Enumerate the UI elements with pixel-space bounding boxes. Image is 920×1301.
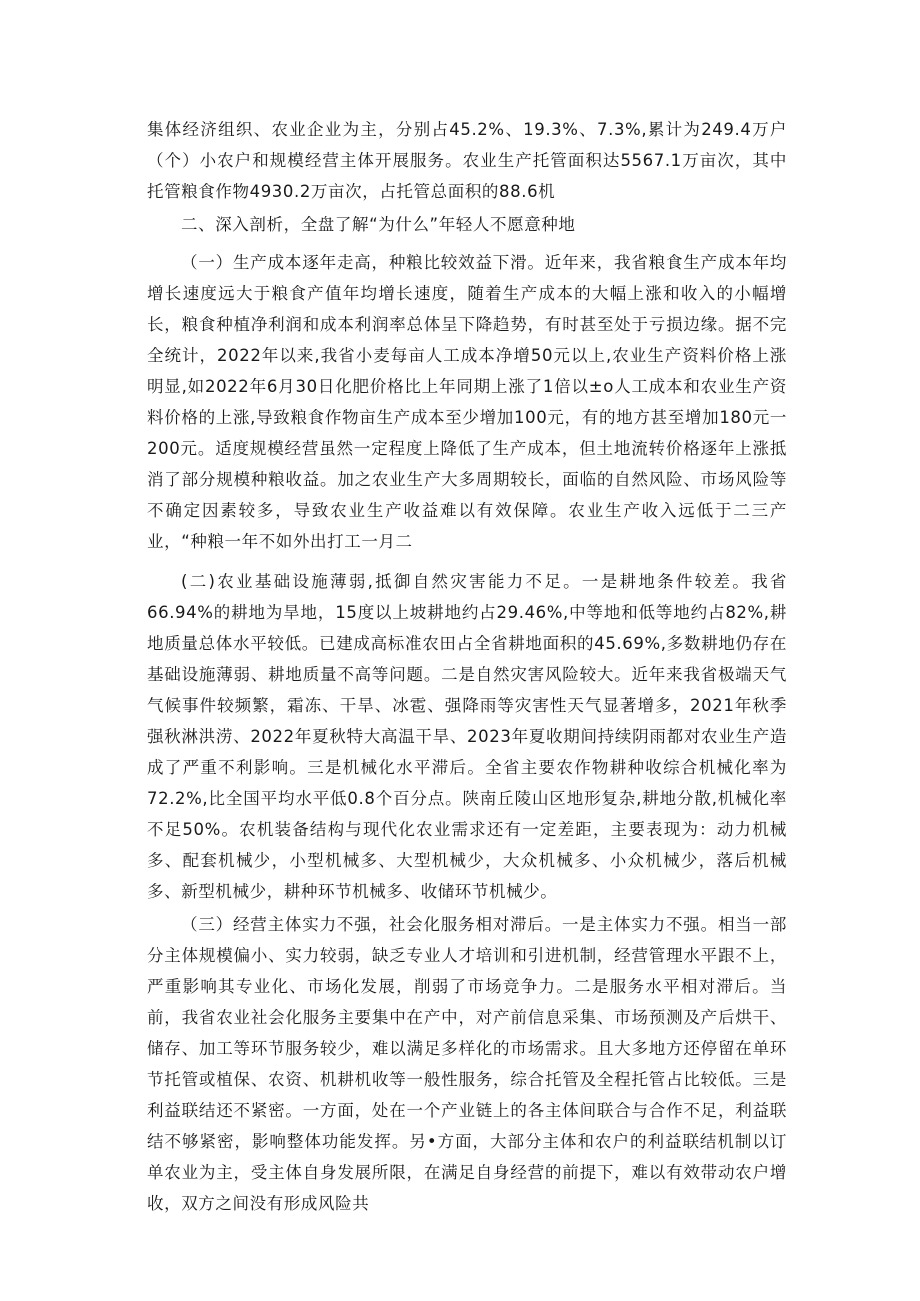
body-paragraph: 集体经济组织、农业企业为主，分别占45.2%、19.3%、7.3%,累计为249.4万户（个）小农户和规模经营主体开展服务。农业生产托管面积达5567.1万亩次，其中托管粮食作物4930.2万亩次，占托管总面积的88.6机	[147, 120, 787, 201]
body-paragraph: (二)农业基础设施薄弱,抵御自然灾害能力不足。一是耕地条件较差。我省66.94%的耕地为旱地，15度以上坡耕地约占29.46%,中等地和低等地约占82%,耕地质量总体水平较低。已建成高标准农田占全省耕地面积的45.69%,多数耕地仍存在基础设施薄弱、耕地质量不高等问题。二是自然灾害风险较大。近年来我省极端天气气候事件较频繁，霜冻、干旱、冰雹、强降雨等灾害性天气显著增多，2021年秋季强秋淋洪涝、2022年夏秋特大高温干旱、2023年夏收期间持续阴雨都对农业生产造成了严重不利影响。三是机械化水平滞后。全省主要农作物耕种收综合机械化率为72.2%,比全国平均水平低0.8个百分点。陕南丘陵山区地形复杂,耕地分散,机械化率不足50%。农机装备结构与现代化农业需求还有一定差距，主要表现为：动力机械多、配套机械少，小型机械多、大型机械少，大众机械多、小众机械少，落后机械多、新型机械少，耕种环节机械多、收储环节机械少。	[147, 572, 787, 901]
body-paragraph: （三）经营主体实力不强，社会化服务相对滞后。一是主体实力不强。相当一部分主体规模偏小、实力较弱，缺乏专业人才培训和引进机制，经营管理水平跟不上，严重影响其专业化、市场化发展，削弱了市场竞争力。二是服务水平相对滞后。当前，我省农业社会化服务主要集中在产中，对产前信息采集、市场预测及产后烘干、储存、加工等环节服务较少，难以满足多样化的市场需求。且大多地方还停留在单环节托管或植保、农资、机耕机收等一般性服务，综合托管及全程托管占比较低。三是利益联结还不紧密。一方面，处在一个产业链上的各主体间联合与合作不足，利益联结不够紧密，影响整体功能发挥。另•方面，大部分主体和农户的利益联结机制以订单农业为主，受主体自身发展所限，在满足自身经营的前提下，难以有效带动农户增收，双方之间没有形成风险共	[147, 915, 787, 1213]
section-heading: 二、深入剖析，全盘了解“为什么”年轻人不愿意种地	[181, 215, 576, 234]
paragraph-production-cost	[147, 247, 787, 557]
section-heading-block	[147, 209, 787, 240]
paragraph-continuation	[147, 114, 787, 207]
body-paragraph: （一）生产成本逐年走高，种粮比较效益下滑。近年来，我省粮食生产成本年均增长速度远大于粮食产值年均增长速度，随着生产成本的大幅上涨和收入的小幅增长，粮食种植净利润和成本利润率总体呈下降趋势，有时甚至处于亏损边缘。据不完全统计，2022年以来,我省小麦每亩人工成本净增50元以上,农业生产资料价格上涨明显,如2022年6月30日化肥价格比上年同期上涨了1倍以±o人工成本和农业生产资料价格的上涨,导致粮食作物亩生产成本至少增加100元，有的地方甚至增加180元一200元。适度规模经营虽然一定程度上降低了生产成本，但土地流转价格逐年上涨抵消了部分规模种粮收益。加之农业生产大多周期较长，面临的自然风险、市场风险等不确定因素较多，导致农业生产收益难以有效保障。农业生产收入远低于二三产业，“种粮一年不如外出打工一月二	[147, 253, 787, 551]
paragraph-operators	[147, 909, 787, 1219]
paragraph-infrastructure	[147, 566, 787, 907]
